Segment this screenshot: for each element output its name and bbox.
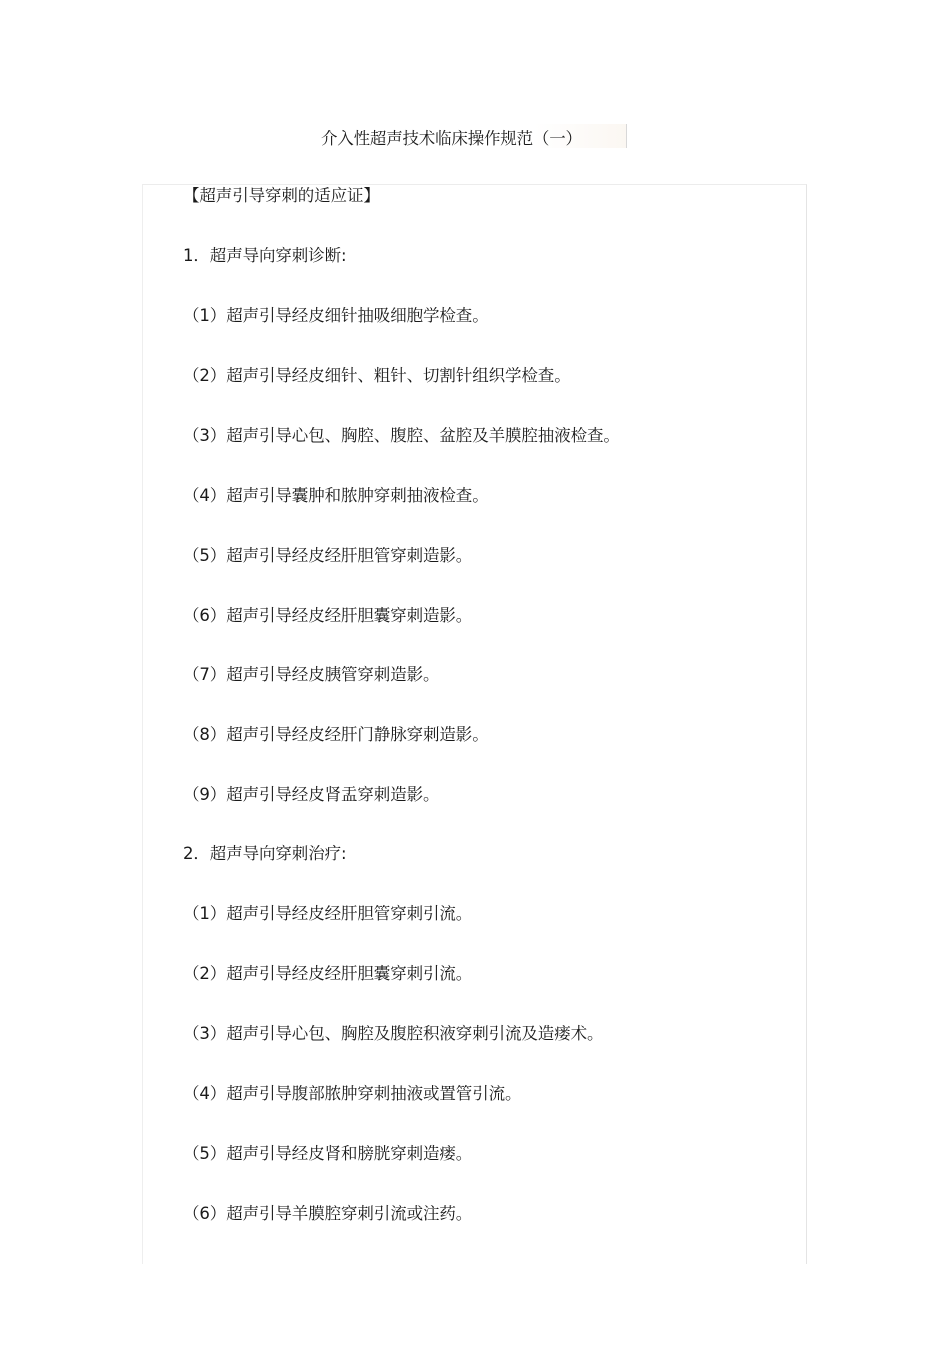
diagnosis-item: （3）超声引导心包、胸腔、腹腔、盆腔及羊膜腔抽液检查。	[183, 426, 620, 445]
treatment-item: （1）超声引导经皮经肝胆管穿刺引流。	[183, 904, 473, 923]
section-heading: 【超声引导穿刺的适应证】	[183, 186, 380, 205]
treatment-item: （6）超声引导羊膜腔穿刺引流或注药。	[183, 1204, 473, 1223]
treatment-item: （2）超声引导经皮经肝胆囊穿刺引流。	[183, 964, 473, 983]
treatment-item: （3）超声引导心包、胸腔及腹腔积液穿刺引流及造瘘术。	[183, 1024, 604, 1043]
diagnosis-item: （8）超声引导经皮经肝门静脉穿刺造影。	[183, 725, 489, 744]
document-title-box	[321, 124, 627, 148]
treatment-heading: 2．超声导向穿刺治疗:	[183, 844, 347, 863]
treatment-item: （5）超声引导经皮肾和膀胱穿刺造瘘。	[183, 1144, 473, 1163]
diagnosis-heading: 1．超声导向穿刺诊断:	[183, 246, 347, 265]
document-title: 介入性超声技术临床操作规范（一）	[321, 129, 582, 148]
diagnosis-item: （7）超声引导经皮胰管穿刺造影。	[183, 665, 440, 684]
diagnosis-item: （4）超声引导囊肿和脓肿穿刺抽液检查。	[183, 486, 489, 505]
diagnosis-item: （1）超声引导经皮细针抽吸细胞学检查。	[183, 306, 489, 325]
diagnosis-item: （9）超声引导经皮肾盂穿刺造影。	[183, 785, 440, 804]
diagnosis-item: （5）超声引导经皮经肝胆管穿刺造影。	[183, 546, 473, 565]
diagnosis-item: （2）超声引导经皮细针、粗针、切割针组织学检查。	[183, 366, 571, 385]
diagnosis-item: （6）超声引导经皮经肝胆囊穿刺造影。	[183, 606, 473, 625]
treatment-item: （4）超声引导腹部脓肿穿刺抽液或置管引流。	[183, 1084, 522, 1103]
